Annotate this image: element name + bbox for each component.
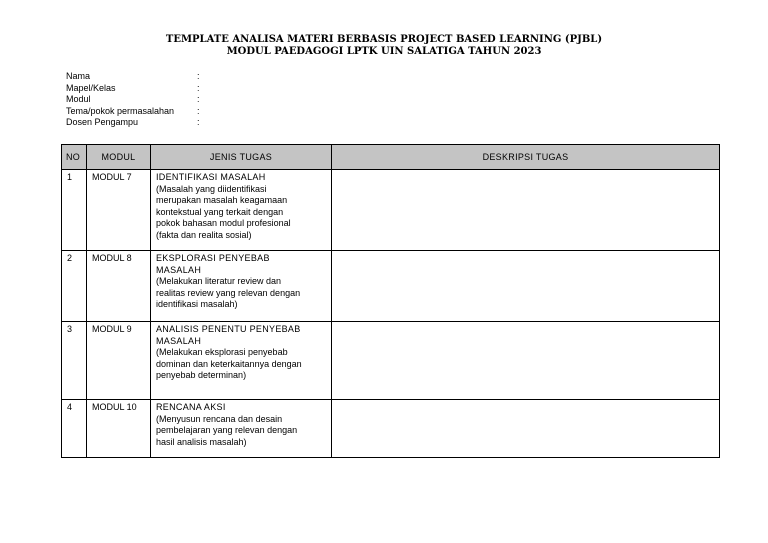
table-row xyxy=(62,322,720,400)
jenis-title: EKSPLORASI PENYEBAB xyxy=(156,253,270,263)
jenis-desc-line: (Melakukan eksplorasi penyebab xyxy=(156,347,288,357)
field-label: Nama xyxy=(66,71,91,81)
cell-deskripsi xyxy=(332,170,720,251)
header-modul: MODUL xyxy=(87,145,151,170)
table-row xyxy=(62,251,720,322)
field-label: Modul xyxy=(66,94,91,104)
jenis-desc-line: MASALAH xyxy=(156,335,202,346)
jenis-title: IDENTIFIKASI MASALAH xyxy=(156,172,266,182)
cell-deskripsi xyxy=(332,400,720,458)
task-table xyxy=(61,144,720,458)
cell-jenis-tugas xyxy=(151,251,332,322)
field-label: Tema/pokok permasalahan xyxy=(66,105,175,116)
jenis-desc-line: (Melakukan literatur review dan xyxy=(156,276,282,286)
cell-deskripsi xyxy=(332,322,720,400)
document-title-line2: MODUL PAEDAGOGI LPTK UIN SALATIGA TAHUN 2023 xyxy=(226,46,542,57)
cell-modul: MODUL 8 xyxy=(87,251,151,322)
table-row xyxy=(62,170,720,251)
jenis-desc-line: hasil analisis masalah) xyxy=(156,436,247,447)
field-label: Mapel/Kelas xyxy=(66,82,116,93)
jenis-desc-line: dominan dan keterkaitannya dengan xyxy=(156,358,302,369)
jenis-desc-line: realitas review yang relevan dengan xyxy=(156,287,301,298)
cell-modul: MODUL 9 xyxy=(87,322,151,400)
field-colon: : xyxy=(197,71,200,81)
cell-modul: MODUL 10 xyxy=(87,400,151,458)
jenis-desc-line: pokok bahasan modul profesional xyxy=(156,218,291,228)
jenis-desc-line: kontekstual yang terkait dengan xyxy=(156,206,284,217)
header-jenis-tugas: JENIS TUGAS xyxy=(151,145,332,170)
cell-no: 3 xyxy=(62,322,87,400)
table-row xyxy=(62,400,720,458)
jenis-desc-line: MASALAH xyxy=(156,264,202,275)
jenis-desc-line: penyebab determinan) xyxy=(156,370,247,380)
table-header-row xyxy=(62,145,720,170)
jenis-desc-line: (fakta dan realita sosial) xyxy=(156,229,252,240)
jenis-desc-line: pembelajaran yang relevan dengan xyxy=(156,425,298,435)
cell-no: 4 xyxy=(62,400,87,458)
header-no: NO xyxy=(62,145,87,170)
field-colon: : xyxy=(197,94,200,104)
cell-jenis-tugas xyxy=(151,400,332,458)
cell-no: 2 xyxy=(62,251,87,322)
jenis-desc-line: identifikasi masalah) xyxy=(156,299,238,309)
cell-jenis-tugas xyxy=(151,322,332,400)
cell-modul: MODUL 7 xyxy=(87,170,151,251)
jenis-desc-line: merupakan masalah keagamaan xyxy=(156,195,288,205)
field-colon: : xyxy=(197,117,200,127)
jenis-desc-line: (Menyusun rencana dan desain xyxy=(156,413,283,424)
jenis-title: ANALISIS PENENTU PENYEBAB xyxy=(156,324,301,334)
header-deskripsi-tugas: DESKRIPSI TUGAS xyxy=(332,145,720,170)
document-title-line1: TEMPLATE ANALISA MATERI BERBASIS PROJECT BASED LEARNING (PJBL) xyxy=(165,34,603,45)
jenis-desc-line: (Masalah yang diidentifikasi xyxy=(156,183,267,194)
cell-no: 1 xyxy=(62,170,87,251)
field-colon: : xyxy=(197,105,200,116)
field-label: Dosen Pengampu xyxy=(66,117,139,127)
cell-jenis-tugas xyxy=(151,170,332,251)
jenis-title: RENCANA AKSI xyxy=(156,402,226,412)
field-colon: : xyxy=(197,82,200,93)
cell-deskripsi xyxy=(332,251,720,322)
